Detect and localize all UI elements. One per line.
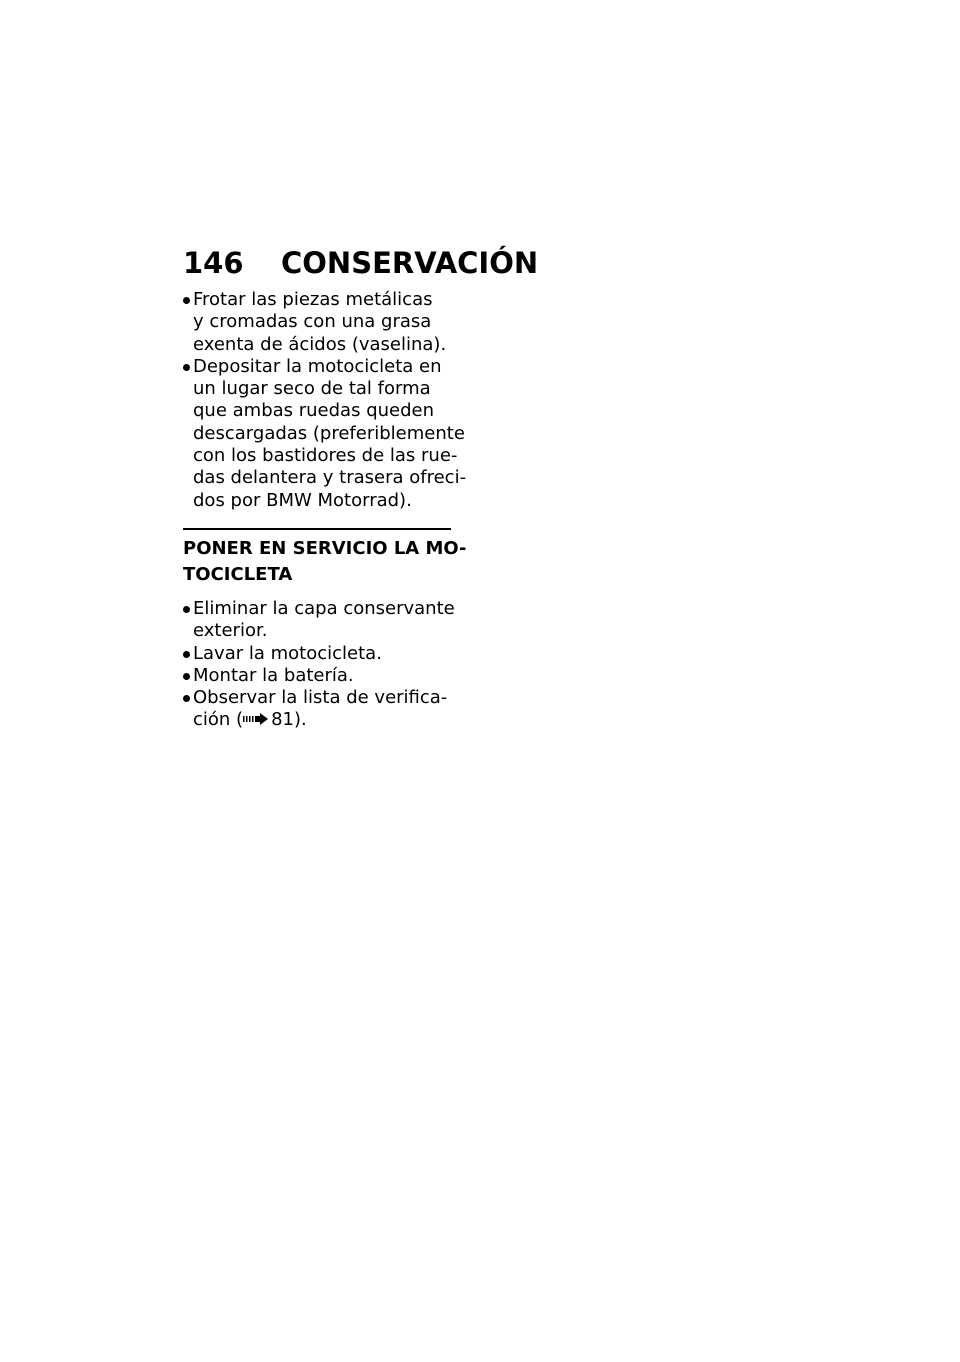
list-item-line: y cromadas con una grasa [193,311,432,333]
list-item-line: exterior. [193,620,268,642]
list-item-line: un lugar seco de tal forma [193,378,431,400]
list-item [183,643,451,665]
list-item-line: exenta de ácidos (vaselina). [193,333,447,355]
page-reference-suffix: ). [293,709,307,731]
section-heading-line: TOCICLETA [183,563,293,585]
section-heading-line: PONER EN SERVICIO LA MO- [183,537,467,559]
page-reference-prefix: ción ( [193,709,244,731]
list-item [183,665,451,687]
page-reference-arrow-icon [243,709,269,721]
section-heading [183,536,467,588]
page-number: 146 [183,246,244,280]
list-item [183,355,467,512]
storage-steps-list [183,289,467,512]
list-item-line: descargadas (preferiblemente [193,422,465,444]
chapter-title: CONSERVACIÓN [281,246,539,280]
page-reference-line [193,709,451,731]
list-item [183,687,451,732]
list-item-line: Montar la batería. [193,664,354,686]
list-item-line: Eliminar la capa conservante [193,597,455,619]
section-divider [183,528,451,530]
list-item-line: das delantera y trasera ofreci- [193,467,467,489]
service-steps-list [183,597,455,732]
list-item-line: Observar la lista de verifica- [193,687,448,709]
list-item-line: con los bastidores de las rue- [193,445,458,467]
list-item [183,289,451,356]
list-item-line: que ambas ruedas queden [193,400,435,422]
list-item-line: Lavar la motocicleta. [193,642,382,664]
list-item [183,597,455,643]
page-header [183,243,539,283]
list-item-line: Frotar las piezas metálicas [193,289,433,310]
list-item-line: dos por BMW Motorrad). [193,489,412,511]
list-item-line: Depositar la motocicleta en [193,355,442,377]
page-reference-number[interactable]: 81 [271,709,294,731]
text-column [183,289,467,732]
